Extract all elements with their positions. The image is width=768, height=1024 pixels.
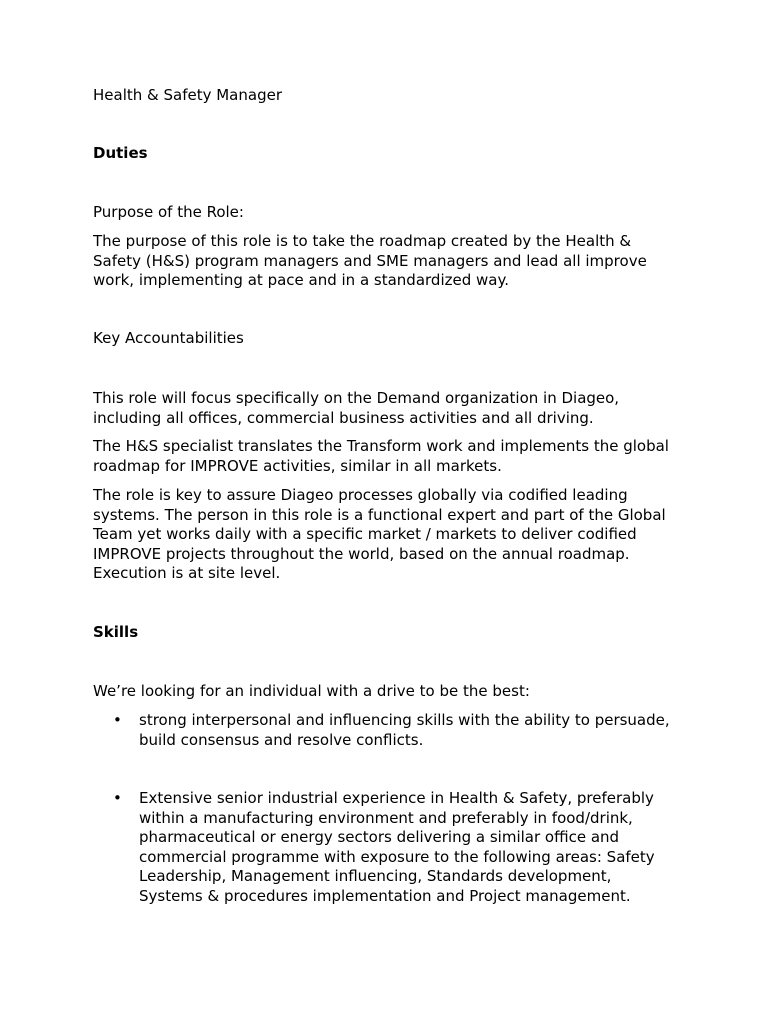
purpose-paragraph: The purpose of this role is to take the roadmap created by the Health & Safety (H&S) program managers and SME managers and lead all improve work, implementing at pace and in a standardized way.: [93, 232, 647, 289]
bullet-icon: •: [113, 789, 122, 807]
purpose-label: Purpose of the Role:: [93, 203, 244, 221]
skills-heading: Skills: [93, 623, 139, 641]
bullet-icon: •: [113, 711, 122, 729]
skills-list-item-text: Extensive senior industrial experience in Health & Safety, preferably within a manufacturing environment and preferably in food/drink, pharmaceutical or energy sectors delivering a similar office and commercial programme with exposure to the following areas: Safety Leadership, Management influencing, Standards development, Systems & procedures implementation and Project management.: [139, 789, 655, 905]
accountability-paragraph: This role will focus specifically on the Demand organization in Diageo, including all offices, commercial business activities and all driving.: [93, 389, 620, 427]
accountability-paragraph: The role is key to assure Diageo processes globally via codified leading systems. The person in this role is a functional expert and part of the Global Team yet works daily with a specific market / markets to deliver codified IMPROVE projects throughout the world, based on the annual roadmap. Execution is at site level.: [93, 486, 666, 582]
document-title: Health & Safety Manager: [93, 86, 282, 104]
skills-list-item-text: strong interpersonal and influencing skills with the ability to persuade, build consensus and resolve conflicts.: [139, 711, 670, 749]
key-accountabilities-label: Key Accountabilities: [93, 329, 244, 347]
duties-heading: Duties: [93, 144, 148, 162]
accountability-paragraph: The H&S specialist translates the Transform work and implements the global roadmap for IMPROVE activities, similar in all markets.: [93, 437, 669, 475]
skills-intro: We’re looking for an individual with a drive to be the best:: [93, 682, 530, 700]
